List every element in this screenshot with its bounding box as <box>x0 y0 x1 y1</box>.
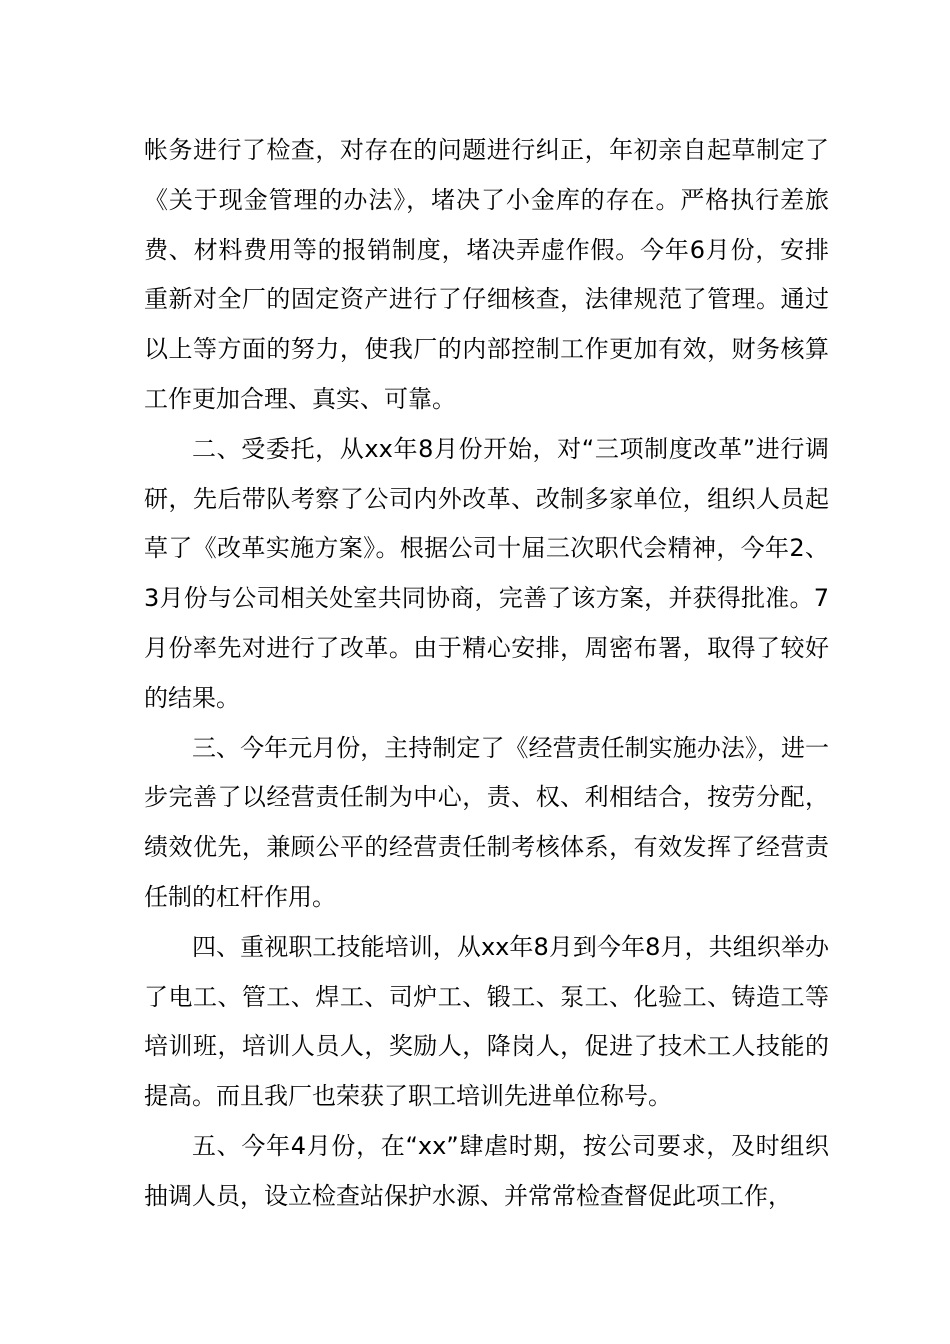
paragraph-5: 五、今年4月份，在“xx”肆虐时期，按公司要求，及时组织抽调人员，设立检查站保护水源、并常常检查督促此项工作， <box>144 1131 829 1210</box>
paragraph-2: 二、受委托，从xx年8月份开始，对“三项制度改革”进行调研，先后带队考察了公司内外改革、改制多家单位，组织人员起草了《改革实施方案》。根据公司十届三次职代会精神，今年2、3月份与公司相关处室共同协商，完善了该方案，并获得批准。7月份率先对进行了改革。由于精心安排，周密布署，取得了较好的结果。 <box>144 434 829 712</box>
paragraph-continued: 帐务进行了检查，对存在的问题进行纠正，年初亲自起草制定了《关于现金管理的办法》，堵决了小金库的存在。严格执行差旅费、材料费用等的报销制度，堵决弄虚作假。今年6月份，安排重新对全厂的固定资产进行了仔细核查，法律规范了管理。通过以上等方面的努力，使我厂的内部控制工作更加有效，财务核算工作更加合理、真实、可靠。 <box>144 136 829 413</box>
paragraph-4: 四、重视职工技能培训，从xx年8月到今年8月，共组织举办了电工、管工、焊工、司炉工、锻工、泵工、化验工、铸造工等培训班，培训人员人，奖励人，降岗人，促进了技术工人技能的提高。而且我厂也荣获了职工培训先进单位称号。 <box>144 932 829 1111</box>
document-body <box>144 126 829 1222</box>
paragraph-3: 三、今年元月份，主持制定了《经营责任制实施办法》，进一步完善了以经营责任制为中心，责、权、利相结合，按劳分配，绩效优先，兼顾公平的经营责任制考核体系，有效发挥了经营责任制的杠杆作用。 <box>144 733 829 911</box>
